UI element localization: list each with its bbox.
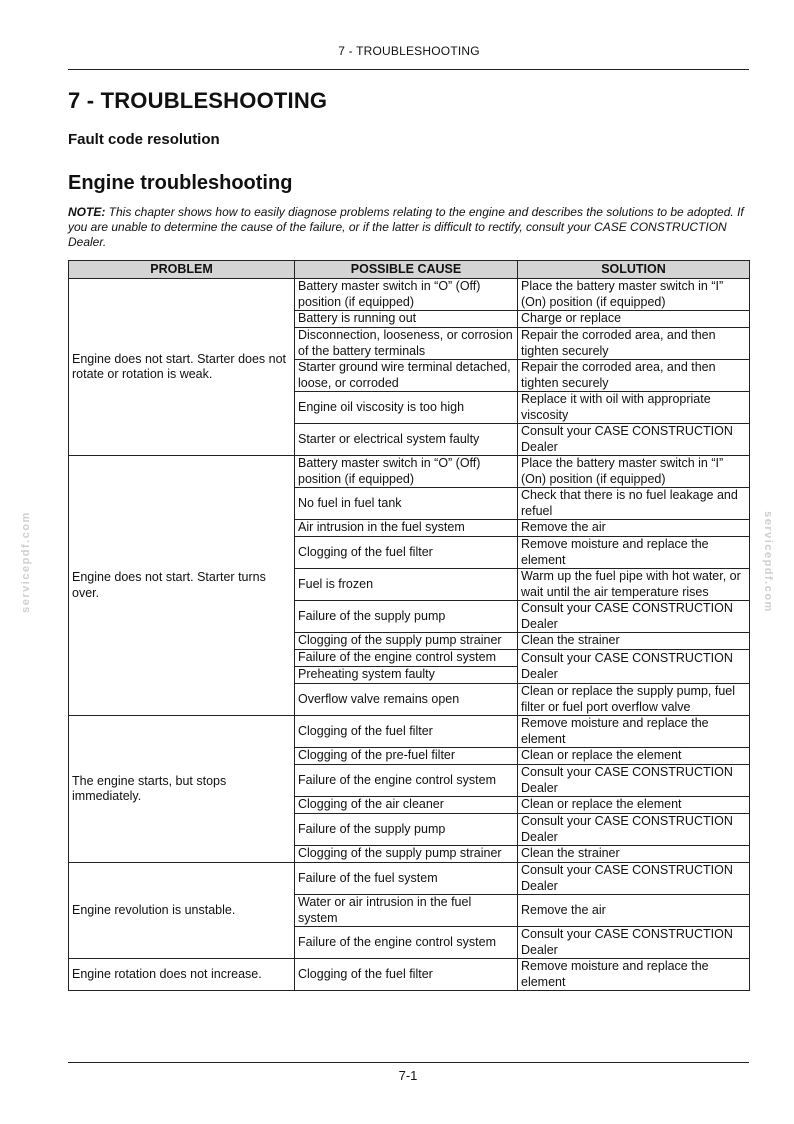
solution-cell: Charge or replace [518,311,750,328]
section-title: Engine troubleshooting [68,172,293,194]
table-header-row [69,261,750,279]
cause-cell: Failure of the supply pump [295,814,518,846]
cause-cell: Failure of the fuel system [295,863,518,895]
page-number: 7-1 [398,1068,418,1083]
note-text: This chapter shows how to easily diagnose problems relating to the engine and describes the solutions to be adopted. If you are unable to determine the cause of the failure, or if the latter is difficult to rectify, consult your CASE CONSTRUCTION Dealer. [68,205,744,249]
solution-cell: Clean or replace the element [518,797,750,814]
cause-cell: Battery master switch in “O” (Off) position (if equipped) [295,279,518,311]
cause-cell: Starter ground wire terminal detached, loose, or corroded [295,360,518,392]
cause-cell: Fuel is frozen [295,569,518,601]
cause-cell: Failure of the engine control system [295,927,518,959]
problem-cell: Engine does not start. Starter turns over. [69,456,295,716]
column-header-solution: SOLUTION [518,261,750,279]
table-row [69,959,750,991]
solution-cell: Repair the corroded area, and then tighten securely [518,360,750,392]
cause-cell: Failure of the engine control system [295,650,518,667]
cause-cell: Battery master switch in “O” (Off) position (if equipped) [295,456,518,488]
cause-cell: Clogging of the supply pump strainer [295,846,518,863]
table-row [69,716,750,748]
solution-cell: Clean or replace the element [518,748,750,765]
cause-cell: Clogging of the air cleaner [295,797,518,814]
watermark-left: servicepdf.com [20,511,32,613]
solution-cell: Consult your CASE CONSTRUCTION Dealer [518,814,750,846]
cause-cell: Clogging of the fuel filter [295,959,518,991]
page-subtitle: Fault code resolution [68,131,220,148]
solution-cell: Consult your CASE CONSTRUCTION Dealer [518,601,750,633]
cause-cell: No fuel in fuel tank [295,488,518,520]
table-row [69,279,750,311]
header-rule [68,69,749,70]
cause-cell: Clogging of the supply pump strainer [295,633,518,650]
column-header-problem: PROBLEM [69,261,295,279]
cause-cell: Air intrusion in the fuel system [295,520,518,537]
table-row [69,456,750,488]
solution-cell: Place the battery master switch in “I” (On) position (if equipped) [518,456,750,488]
cause-cell: Overflow valve remains open [295,684,518,716]
solution-cell: Consult your CASE CONSTRUCTION Dealer [518,863,750,895]
table-row [69,863,750,895]
cause-cell: Disconnection, looseness, or corrosion of the battery terminals [295,328,518,360]
cause-cell: Clogging of the fuel filter [295,537,518,569]
solution-cell: Clean the strainer [518,633,750,650]
solution-cell: Replace it with oil with appropriate viscosity [518,392,750,424]
watermark-right: servicepdf.com [762,511,774,613]
page-title: 7 - TROUBLESHOOTING [68,88,328,113]
running-header: 7 - TROUBLESHOOTING [338,44,480,58]
solution-cell: Check that there is no fuel leakage and refuel [518,488,750,520]
cause-cell: Starter or electrical system faulty [295,424,518,456]
solution-cell: Clean or replace the supply pump, fuel filter or fuel port overflow valve [518,684,750,716]
column-header-cause: POSSIBLE CAUSE [295,261,518,279]
solution-cell: Repair the corroded area, and then tighten securely [518,328,750,360]
solution-cell: Consult your CASE CONSTRUCTION Dealer [518,765,750,797]
cause-cell: Battery is running out [295,311,518,328]
solution-cell: Place the battery master switch in “I” (On) position (if equipped) [518,279,750,311]
cause-cell: Failure of the supply pump [295,601,518,633]
cause-cell: Clogging of the fuel filter [295,716,518,748]
note-paragraph [68,205,752,250]
troubleshooting-table [68,260,750,991]
solution-cell: Remove the air [518,520,750,537]
solution-cell: Consult your CASE CONSTRUCTION Dealer [518,424,750,456]
note-label: NOTE: [68,205,106,219]
solution-cell: Remove moisture and replace the element [518,716,750,748]
cause-cell: Water or air intrusion in the fuel system [295,895,518,927]
solution-cell: Remove moisture and replace the element [518,537,750,569]
solution-cell: Consult your CASE CONSTRUCTION Dealer [518,650,750,684]
solution-cell: Consult your CASE CONSTRUCTION Dealer [518,927,750,959]
cause-cell: Failure of the engine control system [295,765,518,797]
solution-cell: Warm up the fuel pipe with hot water, or wait until the air temperature rises [518,569,750,601]
problem-cell: Engine does not start. Starter does not rotate or rotation is weak. [69,279,295,456]
cause-cell: Engine oil viscosity is too high [295,392,518,424]
problem-cell: Engine revolution is unstable. [69,863,295,959]
problem-cell: Engine rotation does not increase. [69,959,295,991]
solution-cell: Remove moisture and replace the element [518,959,750,991]
solution-cell: Clean the strainer [518,846,750,863]
solution-cell: Remove the air [518,895,750,927]
cause-cell: Preheating system faulty [295,667,518,684]
footer-rule [68,1062,749,1063]
problem-cell: The engine starts, but stops immediately. [69,716,295,863]
cause-cell: Clogging of the pre-fuel filter [295,748,518,765]
